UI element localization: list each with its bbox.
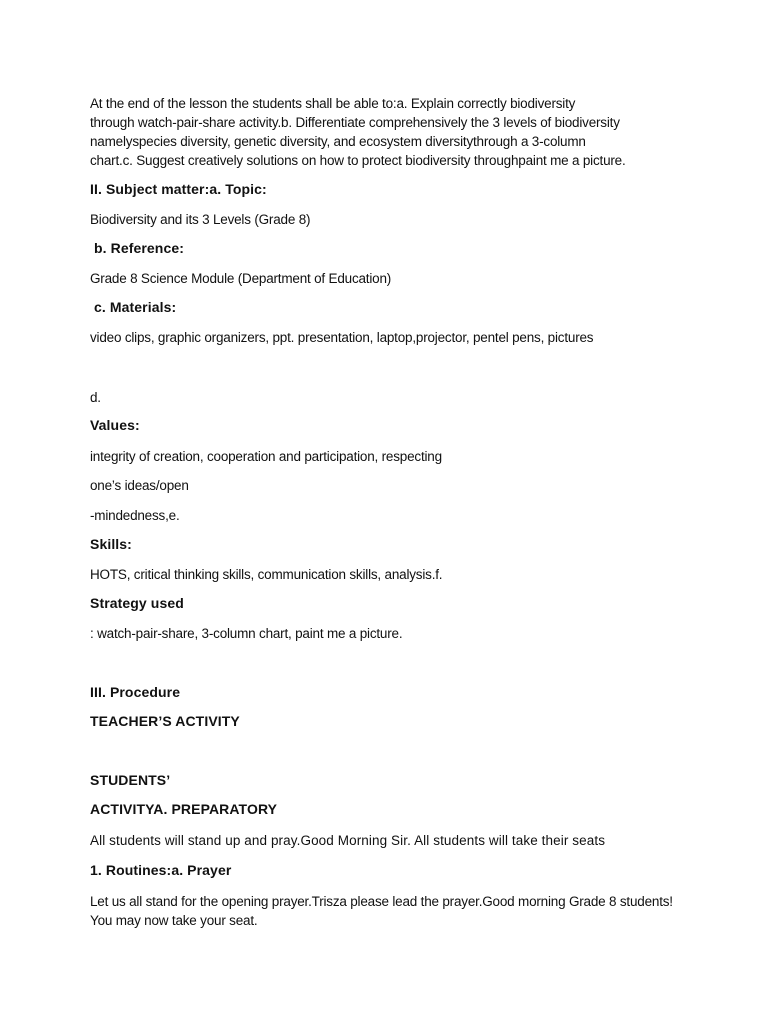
values-text: -mindedness,e. xyxy=(90,508,180,523)
preparatory-heading: ACTIVITYA. PREPARATORY xyxy=(90,801,278,817)
objectives-paragraph xyxy=(90,94,650,170)
reference-text: Grade 8 Science Module (Department of Education) xyxy=(90,271,392,286)
values-heading: Values: xyxy=(90,417,140,433)
subject-matter-heading: II. Subject matter:a. Topic: xyxy=(90,181,267,197)
skills-heading: Skills: xyxy=(90,536,132,552)
objectives-line: At the end of the lesson the students shall be able to:a. Explain correctly biodiversity xyxy=(90,96,576,111)
skills-text: HOTS, critical thinking skills, communication skills, analysis.f. xyxy=(90,567,443,582)
reference-heading: b. Reference: xyxy=(94,240,184,256)
prayer-students-text: All students will stand up and pray.Good Morning Sir. All students will take their seats xyxy=(90,833,606,848)
strategy-heading: Strategy used xyxy=(90,595,184,611)
strategy-text: : watch-pair-share, 3-column chart, paint me a picture. xyxy=(90,626,403,641)
values-text: integrity of creation, cooperation and participation, respecting xyxy=(90,449,442,464)
routines-line: Let us all stand for the opening prayer.Trisza please lead the prayer.Good morning Grade 8 students! xyxy=(90,894,673,909)
routines-heading: 1. Routines:a. Prayer xyxy=(90,862,232,878)
objectives-line: through watch-pair-share activity.b. Differentiate comprehensively the 3 levels of biodiversity xyxy=(90,115,620,130)
routines-line: You may now take your seat. xyxy=(90,913,258,928)
routines-paragraph xyxy=(90,892,690,930)
objectives-line: chart.c. Suggest creatively solutions on how to protect biodiversity throughpaint me a picture. xyxy=(90,153,626,168)
materials-heading: c. Materials: xyxy=(94,299,177,315)
topic-text: Biodiversity and its 3 Levels (Grade 8) xyxy=(90,212,311,227)
d-label: d. xyxy=(90,390,101,405)
values-text: one’s ideas/open xyxy=(90,478,189,493)
objectives-line: namelyspecies diversity, genetic diversity, and ecosystem diversitythrough a 3-column xyxy=(90,134,586,149)
procedure-heading: III. Procedure xyxy=(90,684,181,700)
materials-text: video clips, graphic organizers, ppt. presentation, laptop,projector, pentel pens, pictures xyxy=(90,330,594,345)
students-heading: STUDENTS’ xyxy=(90,772,171,788)
teacher-activity-heading: TEACHER’S ACTIVITY xyxy=(90,713,240,729)
